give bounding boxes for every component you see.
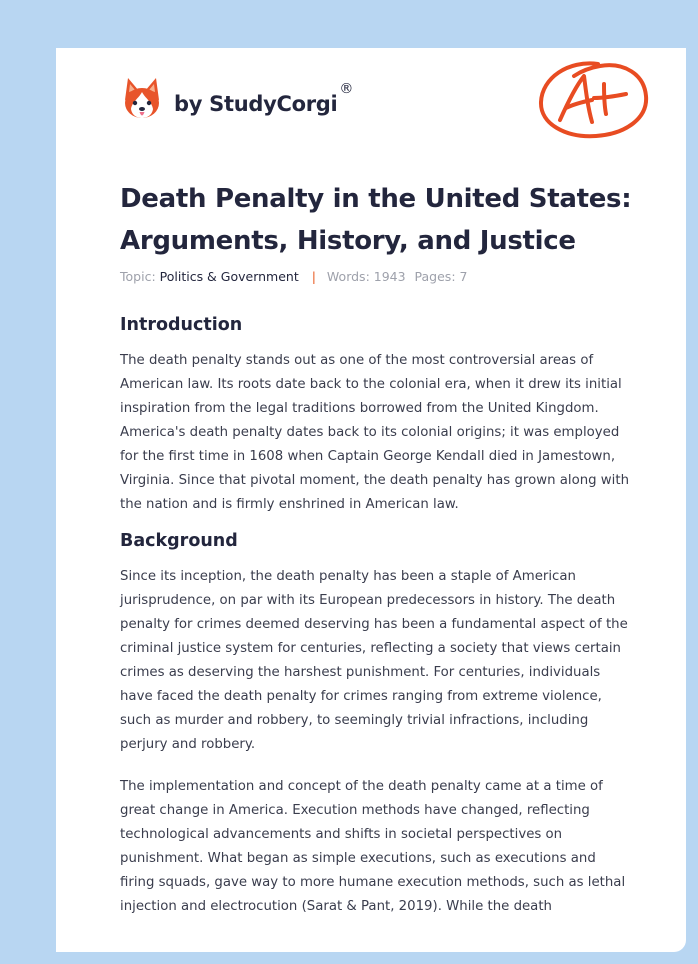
topic-link[interactable]: Politics & Government xyxy=(159,269,299,284)
a-plus-grade-stamp xyxy=(538,58,650,140)
section-heading-introduction: Introduction xyxy=(120,315,243,335)
article-title: Death Penalty in the United States: Arguments, History, and Justice xyxy=(120,184,632,256)
section-heading-background: Background xyxy=(120,531,238,551)
registered-mark: ® xyxy=(339,81,354,97)
article-body xyxy=(120,312,634,919)
document-card xyxy=(56,48,686,952)
page-count: Pages: 7 xyxy=(414,269,468,284)
brand-name: by StudyCorgi xyxy=(174,92,338,116)
topic-label: Topic: xyxy=(120,269,156,284)
corgi-icon xyxy=(122,76,162,122)
word-count: Words: 1943 xyxy=(326,269,406,284)
paragraph: The death penalty stands out as one of the most controversial areas of American law. Its roots date back to the colonial era, when it drew its initial inspiration from the legal traditions borrowed from the United Kingdom. America's death penalty dates back to its colonial origins; it was employed for the first time in 1608 when Captain George Kendall died in Jamestown, Virginia. Since that pivotal moment, the death penalty has grown along with the nation and is firmly enshrined in American law. xyxy=(120,353,630,512)
studycorgi-logo[interactable] xyxy=(122,76,353,122)
paragraph: The implementation and concept of the death penalty came at a time of great change in America. Execution methods have changed, reflecting technological advancements and shifts in societal perspectives on punishment. What began as simple executions, such as executions and firing squads, gave way to more humane execution methods, such as lethal injection and electrocution (Sarat & Pant, 2019). While the death xyxy=(120,779,626,914)
article-meta xyxy=(120,269,467,284)
meta-separator: | xyxy=(311,269,316,284)
paragraph: Since its inception, the death penalty has been a staple of American jurisprudence, on par with its European predecessors in history. The death penalty for crimes deemed deserving has been a fundamental aspect of the criminal justice system for centuries, reflecting a society that views certain crimes as deserving the harshest punishment. For centuries, individuals have faced the death penalty for crimes ranging from extreme violence, such as murder and robbery, to seemingly trivial infractions, including perjury and robbery. xyxy=(120,569,628,752)
